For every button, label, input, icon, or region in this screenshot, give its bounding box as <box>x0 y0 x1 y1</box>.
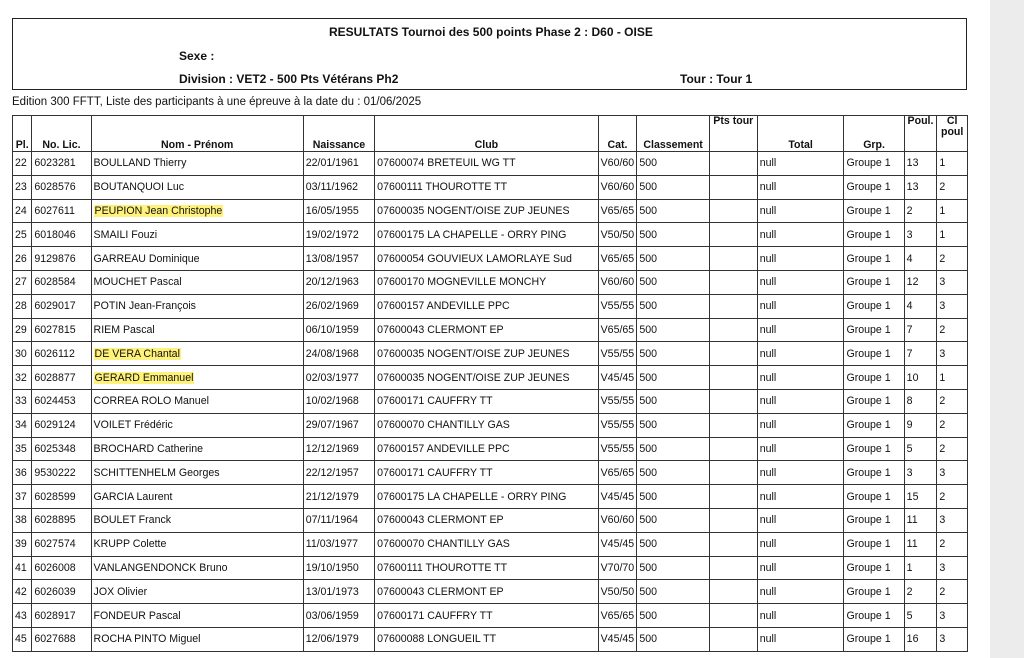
cell-naissance: 07/11/1964 <box>303 508 374 532</box>
cell-club: 07600043 CLERMONT EP <box>375 508 598 532</box>
cell-total: null <box>757 294 844 318</box>
cell-lic: 6028599 <box>32 485 91 509</box>
cell-naissance: 13/08/1957 <box>303 247 374 271</box>
cell-grp: Groupe 1 <box>844 175 904 199</box>
cell-poul: 11 <box>904 532 937 556</box>
cell-grp: Groupe 1 <box>844 389 904 413</box>
col-header-grp: Grp. <box>844 116 904 152</box>
cell-total: null <box>757 556 844 580</box>
cell-total: null <box>757 247 844 271</box>
cell-cl-poul: 2 <box>937 389 968 413</box>
cell-cat: V45/45 <box>598 366 637 390</box>
cell-classement: 500 <box>637 461 709 485</box>
cell-cl-poul: 2 <box>937 175 968 199</box>
cell-naissance: 19/02/1972 <box>303 223 374 247</box>
cell-poul: 3 <box>904 461 937 485</box>
cell-total: null <box>757 508 844 532</box>
table-row <box>13 342 968 366</box>
cell-nom: BOULLAND Thierry <box>91 152 303 176</box>
cell-naissance: 21/12/1979 <box>303 485 374 509</box>
cell-pts-tour <box>709 199 757 223</box>
cell-pts-tour <box>709 508 757 532</box>
table-row <box>13 175 968 199</box>
table-row <box>13 270 968 294</box>
col-header-pl: Pl. <box>13 116 32 152</box>
cell-club: 07600070 CHANTILLY GAS <box>375 413 598 437</box>
table-row <box>13 604 968 628</box>
cell-cat: V45/45 <box>598 627 637 651</box>
cell-cl-poul: 2 <box>937 318 968 342</box>
cell-nom: GARCIA Laurent <box>91 485 303 509</box>
cell-classement: 500 <box>637 294 709 318</box>
cell-lic: 6027574 <box>32 532 91 556</box>
cell-classement: 500 <box>637 437 709 461</box>
cell-lic: 9129876 <box>32 247 91 271</box>
table-row <box>13 152 968 176</box>
cell-grp: Groupe 1 <box>844 318 904 342</box>
cell-pts-tour <box>709 175 757 199</box>
cell-lic: 6027611 <box>32 199 91 223</box>
cell-grp: Groupe 1 <box>844 247 904 271</box>
cell-cl-poul: 2 <box>937 413 968 437</box>
cell-total: null <box>757 318 844 342</box>
cell-club: 07600035 NOGENT/OISE ZUP JEUNES <box>375 199 598 223</box>
cell-poul: 4 <box>904 247 937 271</box>
cell-classement: 500 <box>637 556 709 580</box>
cell-cl-poul: 3 <box>937 508 968 532</box>
cell-pl: 28 <box>13 294 32 318</box>
cell-naissance: 20/12/1963 <box>303 270 374 294</box>
cell-cat: V60/60 <box>598 175 637 199</box>
cell-nom: BOULET Franck <box>91 508 303 532</box>
cell-pl: 22 <box>13 152 32 176</box>
cell-cl-poul: 1 <box>937 223 968 247</box>
cell-lic: 6027688 <box>32 627 91 651</box>
cell-cl-poul: 1 <box>937 152 968 176</box>
cell-cat: V70/70 <box>598 556 637 580</box>
cell-club: 07600111 THOUROTTE TT <box>375 175 598 199</box>
cell-grp: Groupe 1 <box>844 532 904 556</box>
cell-lic: 6026039 <box>32 580 91 604</box>
cell-total: null <box>757 627 844 651</box>
cell-grp: Groupe 1 <box>844 508 904 532</box>
cell-nom: CORREA ROLO Manuel <box>91 389 303 413</box>
cell-cat: V55/55 <box>598 437 637 461</box>
cell-naissance: 22/12/1957 <box>303 461 374 485</box>
cell-cat: V65/65 <box>598 461 637 485</box>
cell-total: null <box>757 152 844 176</box>
cell-classement: 500 <box>637 199 709 223</box>
cell-poul: 7 <box>904 318 937 342</box>
cell-classement: 500 <box>637 627 709 651</box>
cell-grp: Groupe 1 <box>844 294 904 318</box>
cell-pts-tour <box>709 580 757 604</box>
cell-pts-tour <box>709 604 757 628</box>
cell-pts-tour <box>709 318 757 342</box>
cell-lic: 6028584 <box>32 270 91 294</box>
cell-pts-tour <box>709 247 757 271</box>
cell-total: null <box>757 413 844 437</box>
cell-pl: 27 <box>13 270 32 294</box>
cell-lic: 6025348 <box>32 437 91 461</box>
cell-nom: VANLANGENDONCK Bruno <box>91 556 303 580</box>
cell-nom: SMAILI Fouzi <box>91 223 303 247</box>
cell-cl-poul: 2 <box>937 437 968 461</box>
cell-pts-tour <box>709 294 757 318</box>
cell-poul: 5 <box>904 604 937 628</box>
cell-classement: 500 <box>637 270 709 294</box>
cell-grp: Groupe 1 <box>844 604 904 628</box>
cell-lic: 6026008 <box>32 556 91 580</box>
cell-naissance: 11/03/1977 <box>303 532 374 556</box>
cell-pts-tour <box>709 437 757 461</box>
cell-cat: V50/50 <box>598 580 637 604</box>
cell-pl: 35 <box>13 437 32 461</box>
cell-cl-poul: 1 <box>937 199 968 223</box>
cell-cl-poul: 3 <box>937 604 968 628</box>
cell-classement: 500 <box>637 318 709 342</box>
col-header-pts-tour: Pts tour <box>709 116 757 152</box>
highlighted-name: PEUPION Jean Christophe <box>94 204 223 217</box>
cell-cl-poul: 3 <box>937 270 968 294</box>
cell-nom: BROCHARD Catherine <box>91 437 303 461</box>
cell-pl: 32 <box>13 366 32 390</box>
cell-nom: MOUCHET Pascal <box>91 270 303 294</box>
cell-grp: Groupe 1 <box>844 223 904 247</box>
table-row <box>13 413 968 437</box>
cell-classement: 500 <box>637 485 709 509</box>
cell-total: null <box>757 270 844 294</box>
cell-total: null <box>757 389 844 413</box>
cell-pl: 24 <box>13 199 32 223</box>
cell-cat: V65/65 <box>598 247 637 271</box>
cell-lic: 6023281 <box>32 152 91 176</box>
cell-lic: 6024453 <box>32 389 91 413</box>
cell-classement: 500 <box>637 247 709 271</box>
cell-naissance: 24/08/1968 <box>303 342 374 366</box>
cell-naissance: 02/03/1977 <box>303 366 374 390</box>
cell-cl-poul: 2 <box>937 580 968 604</box>
cell-club: 07600175 LA CHAPELLE - ORRY PING <box>375 485 598 509</box>
table-row <box>13 461 968 485</box>
cell-nom: SCHITTENHELM Georges <box>91 461 303 485</box>
table-row <box>13 437 968 461</box>
cell-pts-tour <box>709 556 757 580</box>
cell-poul: 5 <box>904 437 937 461</box>
cell-classement: 500 <box>637 366 709 390</box>
right-gutter <box>990 0 1024 658</box>
cell-poul: 13 <box>904 175 937 199</box>
cell-poul: 3 <box>904 223 937 247</box>
cell-nom: VOILET Frédéric <box>91 413 303 437</box>
cell-pl: 26 <box>13 247 32 271</box>
table-row <box>13 556 968 580</box>
cell-poul: 1 <box>904 556 937 580</box>
cell-cat: V60/60 <box>598 508 637 532</box>
cell-club: 07600035 NOGENT/OISE ZUP JEUNES <box>375 366 598 390</box>
cell-cat: V55/55 <box>598 413 637 437</box>
cell-total: null <box>757 366 844 390</box>
cell-total: null <box>757 175 844 199</box>
cell-poul: 10 <box>904 366 937 390</box>
cell-lic: 6018046 <box>32 223 91 247</box>
cell-naissance: 12/06/1979 <box>303 627 374 651</box>
cell-poul: 4 <box>904 294 937 318</box>
col-header-naissance: Naissance <box>303 116 374 152</box>
col-header-classement: Classement <box>637 116 709 152</box>
cell-naissance: 29/07/1967 <box>303 413 374 437</box>
cell-grp: Groupe 1 <box>844 580 904 604</box>
cell-pl: 42 <box>13 580 32 604</box>
sexe-label: Sexe : <box>179 49 215 63</box>
cell-club: 07600035 NOGENT/OISE ZUP JEUNES <box>375 342 598 366</box>
cell-pl: 29 <box>13 318 32 342</box>
cell-poul: 9 <box>904 413 937 437</box>
table-row <box>13 223 968 247</box>
cell-naissance: 19/10/1950 <box>303 556 374 580</box>
cell-lic: 9530222 <box>32 461 91 485</box>
cell-cat: V55/55 <box>598 389 637 413</box>
cell-pl: 33 <box>13 389 32 413</box>
table-row <box>13 389 968 413</box>
cell-nom: GARREAU Dominique <box>91 247 303 271</box>
cell-grp: Groupe 1 <box>844 270 904 294</box>
cell-club: 07600157 ANDEVILLE PPC <box>375 437 598 461</box>
cell-club: 07600175 LA CHAPELLE - ORRY PING <box>375 223 598 247</box>
cell-classement: 500 <box>637 152 709 176</box>
cell-cat: V60/60 <box>598 270 637 294</box>
cell-pts-tour <box>709 389 757 413</box>
cell-club: 07600171 CAUFFRY TT <box>375 461 598 485</box>
highlighted-name: DE VERA Chantal <box>94 347 180 360</box>
table-row <box>13 532 968 556</box>
cell-total: null <box>757 532 844 556</box>
cell-nom: ROCHA PINTO Miguel <box>91 627 303 651</box>
cell-club: 07600171 CAUFFRY TT <box>375 604 598 628</box>
cell-club: 07600111 THOUROTTE TT <box>375 556 598 580</box>
col-header-lic: No. Lic. <box>32 116 91 152</box>
cell-grp: Groupe 1 <box>844 342 904 366</box>
cell-poul: 12 <box>904 270 937 294</box>
cell-poul: 16 <box>904 627 937 651</box>
cell-nom <box>91 199 303 223</box>
cell-club: 07600170 MOGNEVILLE MONCHY <box>375 270 598 294</box>
cell-cl-poul: 3 <box>937 461 968 485</box>
cell-cat: V55/55 <box>598 342 637 366</box>
cell-nom: JOX Olivier <box>91 580 303 604</box>
cell-cat: V45/45 <box>598 485 637 509</box>
table-row <box>13 508 968 532</box>
cell-grp: Groupe 1 <box>844 485 904 509</box>
cell-classement: 500 <box>637 342 709 366</box>
cell-naissance: 12/12/1969 <box>303 437 374 461</box>
cell-pts-tour <box>709 461 757 485</box>
cell-classement: 500 <box>637 389 709 413</box>
cell-pts-tour <box>709 342 757 366</box>
cell-cat: V65/65 <box>598 318 637 342</box>
table-row <box>13 485 968 509</box>
cell-pl: 25 <box>13 223 32 247</box>
col-header-total: Total <box>757 116 844 152</box>
cell-cl-poul: 1 <box>937 366 968 390</box>
cell-club: 07600043 CLERMONT EP <box>375 580 598 604</box>
cell-poul: 2 <box>904 199 937 223</box>
table-row <box>13 580 968 604</box>
cell-grp: Groupe 1 <box>844 152 904 176</box>
cell-naissance: 22/01/1961 <box>303 152 374 176</box>
cell-nom: KRUPP Colette <box>91 532 303 556</box>
cell-pl: 45 <box>13 627 32 651</box>
cell-classement: 500 <box>637 175 709 199</box>
cell-grp: Groupe 1 <box>844 556 904 580</box>
table-header-row <box>13 116 968 152</box>
cell-club: 07600157 ANDEVILLE PPC <box>375 294 598 318</box>
cell-nom <box>91 342 303 366</box>
cell-lic: 6027815 <box>32 318 91 342</box>
cell-grp: Groupe 1 <box>844 461 904 485</box>
table-row <box>13 199 968 223</box>
highlighted-name: GERARD Emmanuel <box>94 371 194 384</box>
cell-naissance: 26/02/1969 <box>303 294 374 318</box>
cell-pts-tour <box>709 413 757 437</box>
table-row <box>13 247 968 271</box>
cell-poul: 7 <box>904 342 937 366</box>
col-header-club: Club <box>375 116 598 152</box>
cell-grp: Groupe 1 <box>844 437 904 461</box>
cell-grp: Groupe 1 <box>844 413 904 437</box>
cell-club: 07600054 GOUVIEUX LAMORLAYE Sud <box>375 247 598 271</box>
cell-grp: Groupe 1 <box>844 627 904 651</box>
cell-pts-tour <box>709 366 757 390</box>
cell-total: null <box>757 604 844 628</box>
cell-cl-poul: 2 <box>937 247 968 271</box>
cell-naissance: 03/06/1959 <box>303 604 374 628</box>
cell-naissance: 10/02/1968 <box>303 389 374 413</box>
cell-total: null <box>757 437 844 461</box>
col-header-cat: Cat. <box>598 116 637 152</box>
cell-pl: 38 <box>13 508 32 532</box>
division-label: Division : VET2 - 500 Pts Vétérans Ph2 <box>179 72 399 86</box>
cell-lic: 6026112 <box>32 342 91 366</box>
cell-classement: 500 <box>637 413 709 437</box>
cell-classement: 500 <box>637 223 709 247</box>
cell-lic: 6029124 <box>32 413 91 437</box>
tournament-title: RESULTATS Tournoi des 500 points Phase 2 : D60 - OISE <box>329 25 653 39</box>
cell-club: 07600074 BRETEUIL WG TT <box>375 152 598 176</box>
participants-table <box>12 115 968 652</box>
cell-pl: 34 <box>13 413 32 437</box>
cell-cat: V50/50 <box>598 223 637 247</box>
cell-cl-poul: 3 <box>937 294 968 318</box>
cell-poul: 11 <box>904 508 937 532</box>
cell-pts-tour <box>709 152 757 176</box>
cell-club: 07600043 CLERMONT EP <box>375 318 598 342</box>
cell-grp: Groupe 1 <box>844 199 904 223</box>
cell-nom: RIEM Pascal <box>91 318 303 342</box>
cell-naissance: 16/05/1955 <box>303 199 374 223</box>
cell-cl-poul: 3 <box>937 556 968 580</box>
cell-pl: 30 <box>13 342 32 366</box>
cell-club: 07600171 CAUFFRY TT <box>375 389 598 413</box>
cell-total: null <box>757 223 844 247</box>
cell-lic: 6028895 <box>32 508 91 532</box>
cell-lic: 6028576 <box>32 175 91 199</box>
cell-pl: 37 <box>13 485 32 509</box>
cell-pl: 41 <box>13 556 32 580</box>
cell-club: 07600070 CHANTILLY GAS <box>375 532 598 556</box>
cell-poul: 8 <box>904 389 937 413</box>
cell-naissance: 06/10/1959 <box>303 318 374 342</box>
cell-nom <box>91 366 303 390</box>
results-header-box <box>12 18 967 90</box>
cell-nom: POTIN Jean-François <box>91 294 303 318</box>
col-header-poul: Poul. <box>904 116 937 152</box>
cell-cl-poul: 2 <box>937 485 968 509</box>
cell-pl: 23 <box>13 175 32 199</box>
cell-cl-poul: 2 <box>937 532 968 556</box>
cell-cl-poul: 3 <box>937 342 968 366</box>
cell-club: 07600088 LONGUEIL TT <box>375 627 598 651</box>
cell-total: null <box>757 461 844 485</box>
cell-total: null <box>757 199 844 223</box>
cell-cat: V55/55 <box>598 294 637 318</box>
cell-nom: FONDEUR Pascal <box>91 604 303 628</box>
cell-total: null <box>757 342 844 366</box>
cell-cat: V65/65 <box>598 604 637 628</box>
cell-naissance: 13/01/1973 <box>303 580 374 604</box>
cell-pl: 43 <box>13 604 32 628</box>
cell-cat: V65/65 <box>598 199 637 223</box>
cell-pts-tour <box>709 223 757 247</box>
cell-cat: V45/45 <box>598 532 637 556</box>
cell-grp: Groupe 1 <box>844 366 904 390</box>
edition-line: Edition 300 FFTT, Liste des participants à une épreuve à la date du : 01/06/2025 <box>12 96 422 108</box>
table-row <box>13 318 968 342</box>
table-row <box>13 627 968 651</box>
table-row <box>13 294 968 318</box>
cell-pl: 39 <box>13 532 32 556</box>
cell-classement: 500 <box>637 580 709 604</box>
cell-lic: 6028917 <box>32 604 91 628</box>
cell-pts-tour <box>709 532 757 556</box>
cell-lic: 6029017 <box>32 294 91 318</box>
cell-lic: 6028877 <box>32 366 91 390</box>
cell-total: null <box>757 485 844 509</box>
cell-total: null <box>757 580 844 604</box>
col-header-cl-poul: Cl poul <box>937 116 968 152</box>
col-header-nom: Nom - Prénom <box>91 116 303 152</box>
cell-pts-tour <box>709 485 757 509</box>
cell-poul: 15 <box>904 485 937 509</box>
cell-classement: 500 <box>637 508 709 532</box>
cell-nom: BOUTANQUOI Luc <box>91 175 303 199</box>
cell-cat: V60/60 <box>598 152 637 176</box>
cell-classement: 500 <box>637 604 709 628</box>
cell-naissance: 03/11/1962 <box>303 175 374 199</box>
tour-label: Tour : Tour 1 <box>680 72 753 86</box>
cell-classement: 500 <box>637 532 709 556</box>
cell-pts-tour <box>709 270 757 294</box>
cell-poul: 13 <box>904 152 937 176</box>
cell-pl: 36 <box>13 461 32 485</box>
cell-poul: 2 <box>904 580 937 604</box>
cell-cl-poul: 3 <box>937 627 968 651</box>
table-body <box>13 152 968 652</box>
cell-pts-tour <box>709 627 757 651</box>
table-row <box>13 366 968 390</box>
